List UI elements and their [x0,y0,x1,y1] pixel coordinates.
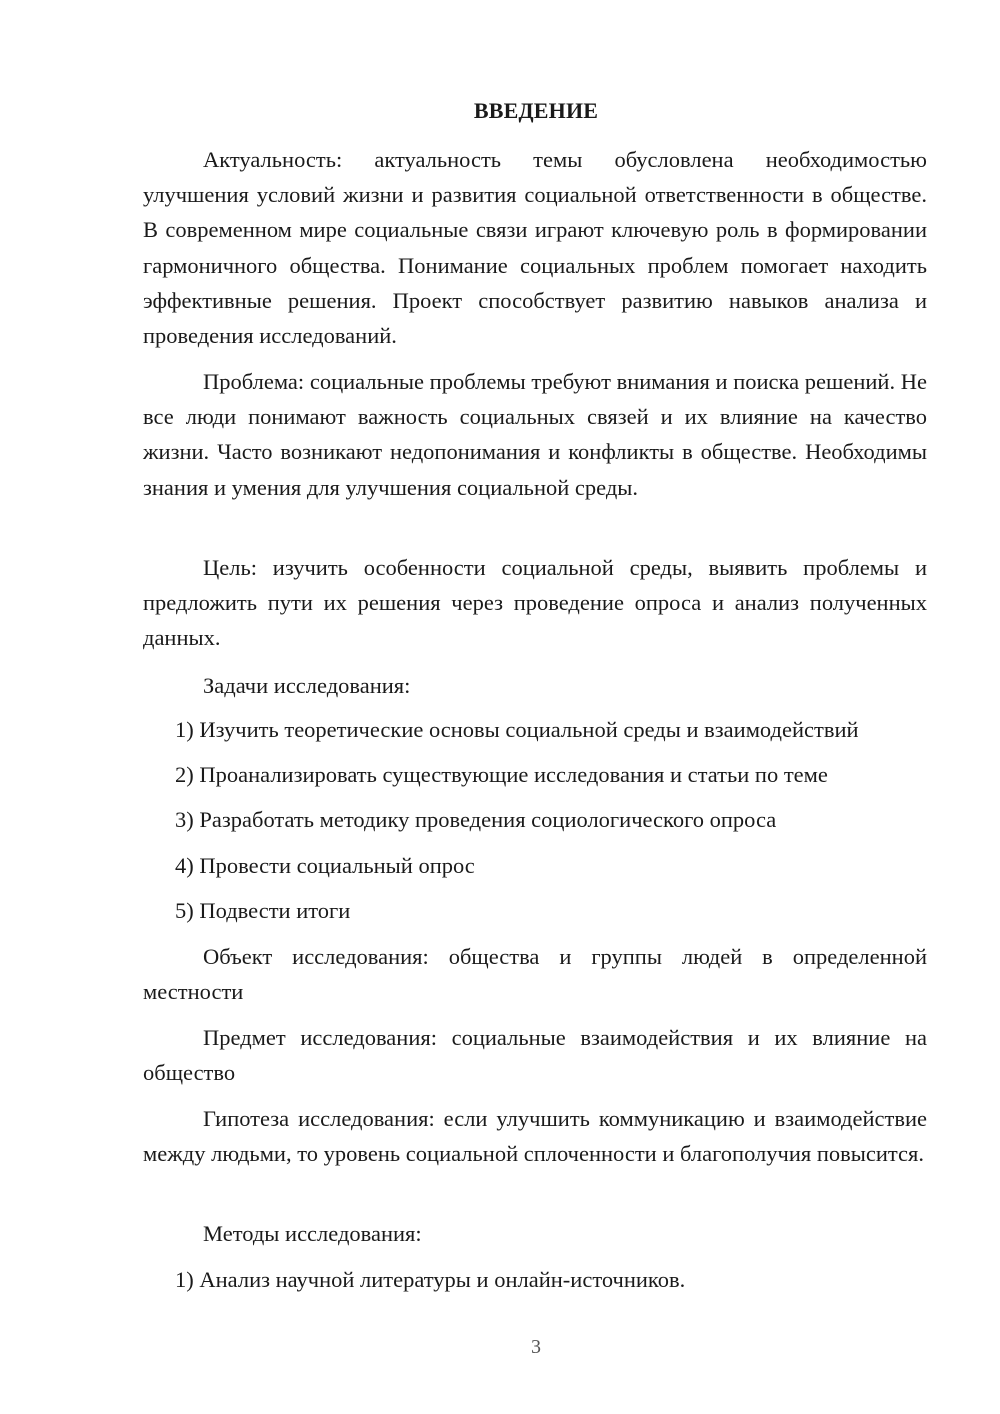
task-item: 3) Разработать методику проведения социологического опроса [175,807,777,832]
methods-heading: Методы исследования: [203,1221,422,1246]
paragraph-goal: Цель: изучить особенности социальной среды, выявить проблемы и предложить пути их решения через проведение опроса и анализ полученных данных. [143,555,927,651]
page-title: ВВЕДЕНИЕ [473,98,599,123]
method-item: 1) Анализ научной литературы и онлайн-источников. [175,1267,686,1292]
paragraph-hypothesis: Гипотеза исследования: если улучшить коммуникацию и взаимодействие между людьми, то уровень социальной сплоченности и благополучия повысится. [143,1106,927,1167]
task-item: 5) Подвести итоги [175,898,351,923]
paragraph-problem: Проблема: социальные проблемы требуют внимания и поиска решений. Не все люди понимают важность социальных связей и их влияние на качество жизни. Часто возникают недопонимания и конфликты в обществе. Необходимы знания и умения для улучшения социальной среды. [143,369,927,500]
task-item: 4) Провести социальный опрос [175,853,475,878]
paragraph-relevance: Актуальность: актуальность темы обусловлена необходимостью улучшения условий жизни и развития социальной ответственности в обществе. В современном мире социальные связи играют ключевую роль в формировании гармоничного общества. Понимание социальных проблем помогает находить эффективные решения. Проект способствует развитию навыков анализа и проведения исследований. [143,147,927,349]
page-number: 3 [531,1336,541,1358]
paragraph-subject: Предмет исследования: социальные взаимодействия и их влияние на общество [143,1025,927,1086]
task-item: 1) Изучить теоретические основы социальной среды и взаимодействий [175,717,859,742]
tasks-heading: Задачи исследования: [203,673,411,698]
task-item: 2) Проанализировать существующие исследования и статьи по теме [175,762,828,787]
paragraph-object: Объект исследования: общества и группы людей в определенной местности [143,944,927,1005]
